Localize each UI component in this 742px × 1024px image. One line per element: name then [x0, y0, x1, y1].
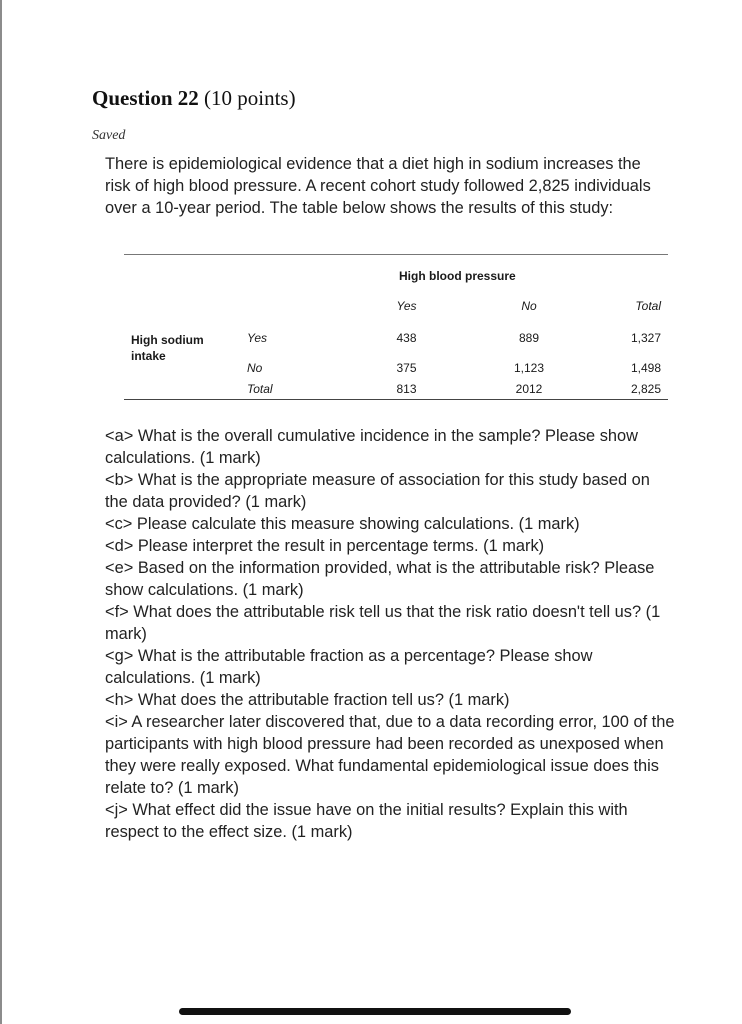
cell-exposed-total: 1,327	[630, 331, 661, 345]
table-top-rule	[124, 254, 668, 255]
question-title	[92, 86, 296, 111]
exposure-label: High sodium intake	[131, 333, 204, 363]
saved-status: Saved	[92, 128, 126, 143]
page-left-border	[0, 0, 2, 1024]
home-indicator-bar[interactable]	[179, 1008, 571, 1015]
question-number: Question 22	[92, 86, 199, 110]
sub-question-b: <b> What is the appropriate measure of association for this study based on the data provided? (1 mark)	[105, 471, 650, 511]
sub-question-j: <j> What effect did the issue have on the initial results? Explain this with respect to the effect size. (1 mark)	[105, 801, 628, 841]
cell-unexposed-yes: 375	[396, 361, 417, 375]
col-header-yes: Yes	[396, 299, 417, 313]
row-label-yes: Yes	[247, 331, 268, 345]
row-label-no: No	[247, 361, 263, 375]
sub-questions	[105, 425, 675, 843]
col-header-total: Total	[635, 299, 661, 313]
cell-total-no: 2012	[515, 382, 543, 396]
sub-question-f: <f> What does the attributable risk tell us that the risk ratio doesn't tell us? (1 mark)	[105, 603, 661, 643]
cell-grand-total: 2,825	[630, 382, 661, 396]
cell-exposed-yes: 438	[396, 331, 417, 345]
cell-total-yes: 813	[396, 382, 417, 396]
col-header-no: No	[521, 299, 537, 313]
sub-question-g: <g> What is the attributable fraction as a percentage? Please show calculations. (1 mark)	[105, 647, 593, 687]
sub-question-d: <d> Please interpret the result in percentage terms. (1 mark)	[105, 537, 545, 555]
sub-question-i: <i> A researcher later discovered that, due to a data recording error, 100 of the participants with high blood pressure had been recorded as unexposed when they were really exposed. What fundamental epidemiological issue does this relate to? (1 mark)	[105, 713, 675, 797]
outcome-header: High blood pressure	[399, 269, 516, 283]
sub-question-c: <c> Please calculate this measure showing calculations. (1 mark)	[105, 515, 580, 533]
sub-question-e: <e> Based on the information provided, what is the attributable risk? Please show calculations. (1 mark)	[105, 559, 655, 599]
question-points: (10 points)	[204, 86, 296, 110]
table-bottom-rule	[124, 399, 668, 400]
results-table	[124, 254, 668, 401]
row-label-total: Total	[247, 382, 273, 396]
question-intro: There is epidemiological evidence that a diet high in sodium increases the risk of high blood pressure. A recent cohort study followed 2,825 individuals over a 10-year period. The table below shows the results of this study:	[105, 155, 651, 217]
cell-exposed-no: 889	[518, 331, 540, 345]
cell-unexposed-total: 1,498	[630, 361, 661, 375]
cell-unexposed-no: 1,123	[513, 361, 545, 375]
sub-question-h: <h> What does the attributable fraction tell us? (1 mark)	[105, 691, 510, 709]
sub-question-a: <a> What is the overall cumulative incidence in the sample? Please show calculations. (1 mark)	[105, 427, 638, 467]
